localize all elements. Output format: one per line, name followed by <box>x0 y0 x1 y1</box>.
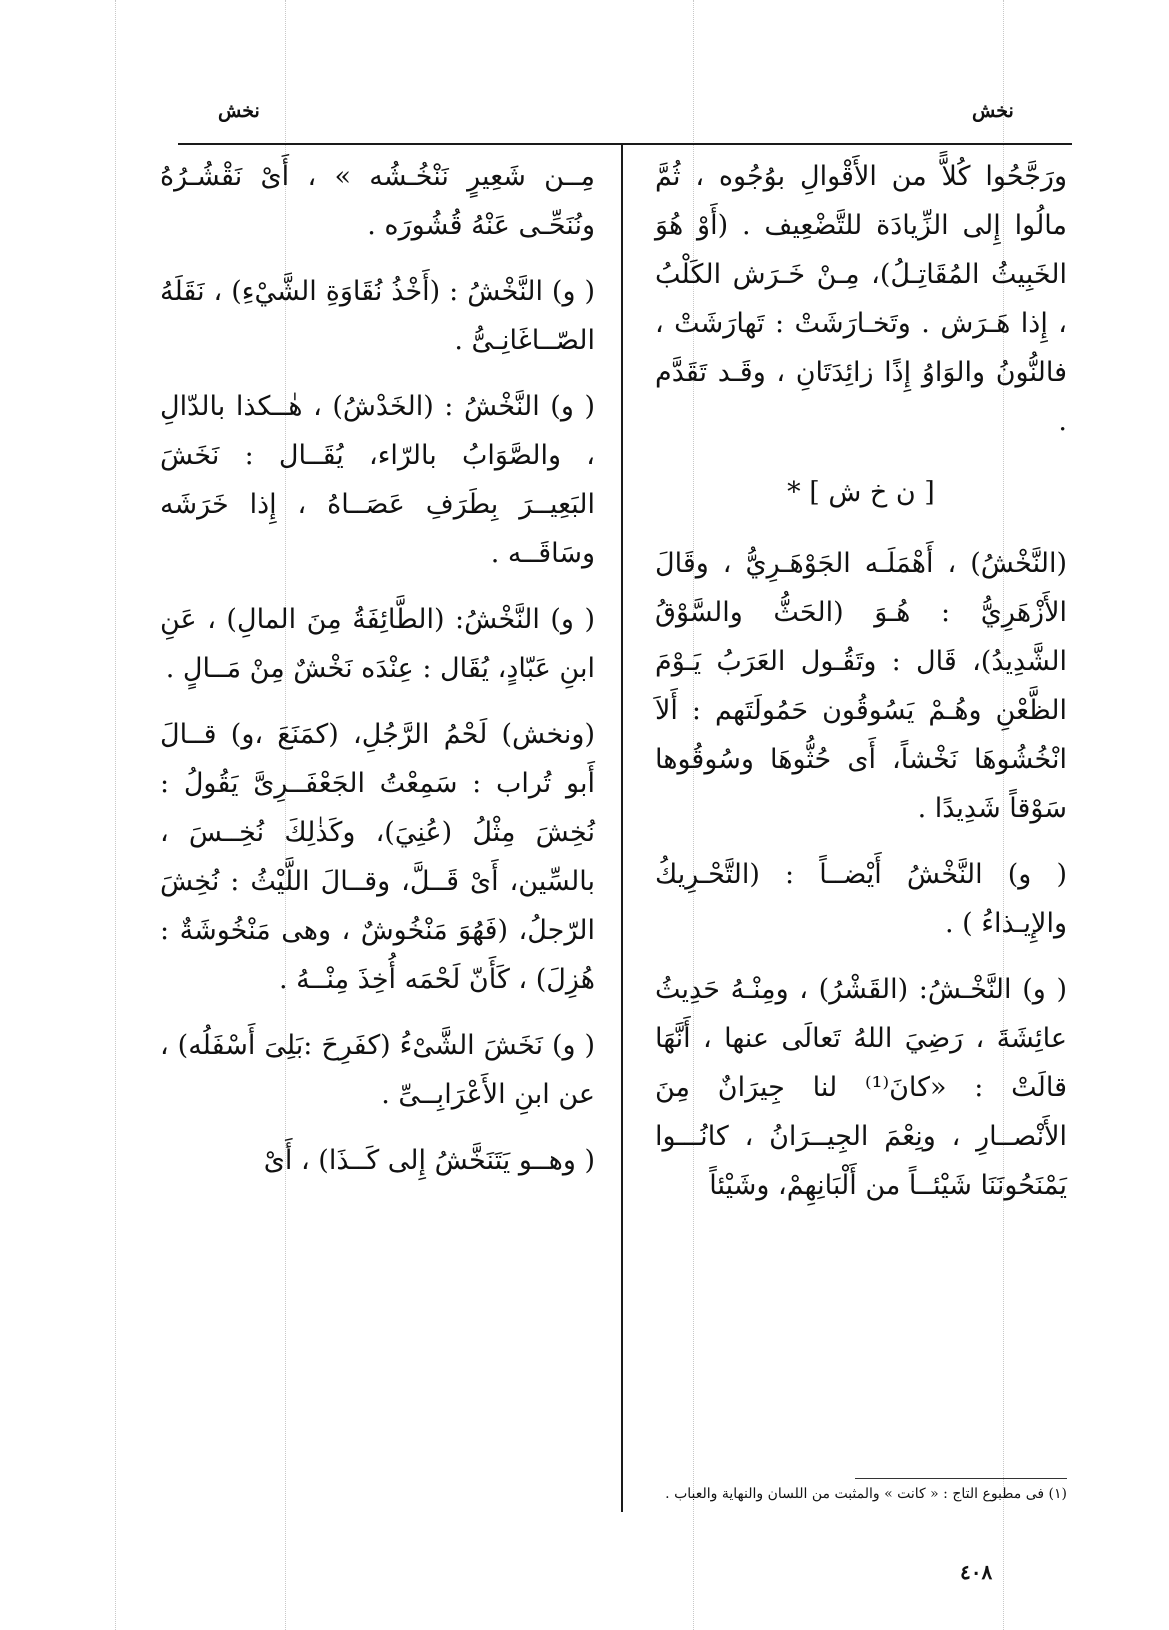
paragraph: ( و) النَّخْشُ : (الخَدْشُ) ، هٰــكذا بالدّالِ ، والصَّوَابُ بالرّاء، يُقَــال : نَخَشَ البَعِيــرَ بِطَرَفِ عَصَــاهُ ، إِذا خَرَشَه وسَاقَــه . <box>160 391 595 569</box>
paragraph: ورَجَّحُوا كُلاًّ من الأَقْوالِ بوُجُوه ، ثُمَّ مالُوا إِلى الزِّيادَة للتَّضْعِيف . (أَوْ هُوَ الخَبِيثُ المُقَاتِـلُ)، مِـنْ خَـرَش الكَلْبُ ، إِذا هَـرَش . وتَخـارَشَتْ : تَهارَشَتْ ، فالنُّونُ والوَاوُ إِذًا زائِدَتَانِ ، وقَـد تَقَدَّم . <box>655 161 1067 437</box>
page-number: ٤٠٨ <box>960 1560 993 1584</box>
paragraph: ( و) النَّخْشُ أَيْضــاً : (التَّحْـرِيكُ والإِيـذاءُ ) . <box>655 859 1067 939</box>
right-column <box>655 152 1067 1227</box>
paragraph: (ونخش) لَحْمُ الرَّجُلِ، (كمَنَعَ ،و) قــالَ أَبو تُراب : سَمِعْتُ الجَعْفَــرِىَّ يَقُولُ : نُخِشَ مِثْلُ (عُنِيَ)، وكَذٰلِكَ نُخِــسَ ، بالسِّين، أَىْ قَــلَّ، وقــالَ اللَّيْثُ : نُخِشَ الرّجلُ، (فَهُوَ مَنْخُوشٌ ، وهى مَنْخُوشَةٌ : هُزِلَ) ، كَأَنّ لَحْمَه أُخِذَ مِنْــهُ . <box>160 719 595 995</box>
scan-guide-line <box>115 0 116 1630</box>
paragraph: ( و) النَّخْشُ: (الطَّائِفَةُ مِنَ المالِ) ، عَنِ ابنِ عَبّادٍ، يُقَال : عِنْدَه نَخْشٌ مِنْ مَــالٍ . <box>160 604 595 684</box>
left-column <box>160 152 595 1202</box>
paragraph: ( و) النَّخْـشُ: (القَشْرُ) ، ومِنْـهُ حَدِيثُ عائِشَةَ ، رَضِيَ اللهُ تَعالَى عنها ، أَنَّهَا قالَتْ : «كانَ⁽¹⁾ لنا جِيرَانٌ مِنَ الأَنْصــارِ ، ونِعْمَ الجِيــرَانُ ، كانُـــوا يَمْنَحُونَنَا شَيْئــاً من أَلْبَانِهِمْ، وشَيْئاً <box>655 974 1067 1201</box>
running-header-right: نخش <box>972 100 1014 122</box>
paragraph: (النَّخْشُ) ، أَهْمَلَـه الجَوْهَـرِيُّ ، وقَالَ الأَزْهَرِيُّ : هُـوَ (الحَثُّ والسَّوْقُ الشَّدِيدُ)، قَال : وتَقُـول العَرَبُ يَـوْمَ الظَّعْنِ وهُـمْ يَسُوقُون حَمُولَتَهم : أَلاَ انْخُشُوهَا نَخْشاً، أَى حُثُّوهَا وسُوقُوها سَوْقاً شَدِيدًا . <box>655 548 1067 824</box>
running-header-left: نخش <box>218 100 260 122</box>
column-divider <box>621 145 623 1512</box>
paragraph: ( وهــو يَتَنَخَّشُ إِلى كَــذَا) ، أَىْ <box>263 1145 595 1176</box>
footnote-rule <box>855 1478 1067 1479</box>
paragraph: مِــن شَعِيرٍ نَنْخُـشُه » ، أَىْ نَقْشُـرُهُ ونُنَحِّـى عَنْهُ قُشُورَه . <box>160 161 595 241</box>
header-rule <box>178 143 1072 145</box>
paragraph: ( و) النَّخْشُ : (أَخْذُ نُقَاوَةِ الشَّيْءِ) ، نَقَلَهُ الصّــاغَانِـىُّ . <box>160 276 595 356</box>
paragraph: ( و) نَخَشَ الشَّىْءُ (كفَرِحَ :بَلِىَ أَسْفَلُه) ، عن ابنِ الأَعْرَابِــىِّ . <box>160 1030 595 1110</box>
footnote: (١) فى مطبوع التاج : « كانت » والمثبت من اللسان والنهاية والعباب . <box>665 1486 1067 1502</box>
entry-heading: [ ن خ ش ] * <box>787 477 935 508</box>
